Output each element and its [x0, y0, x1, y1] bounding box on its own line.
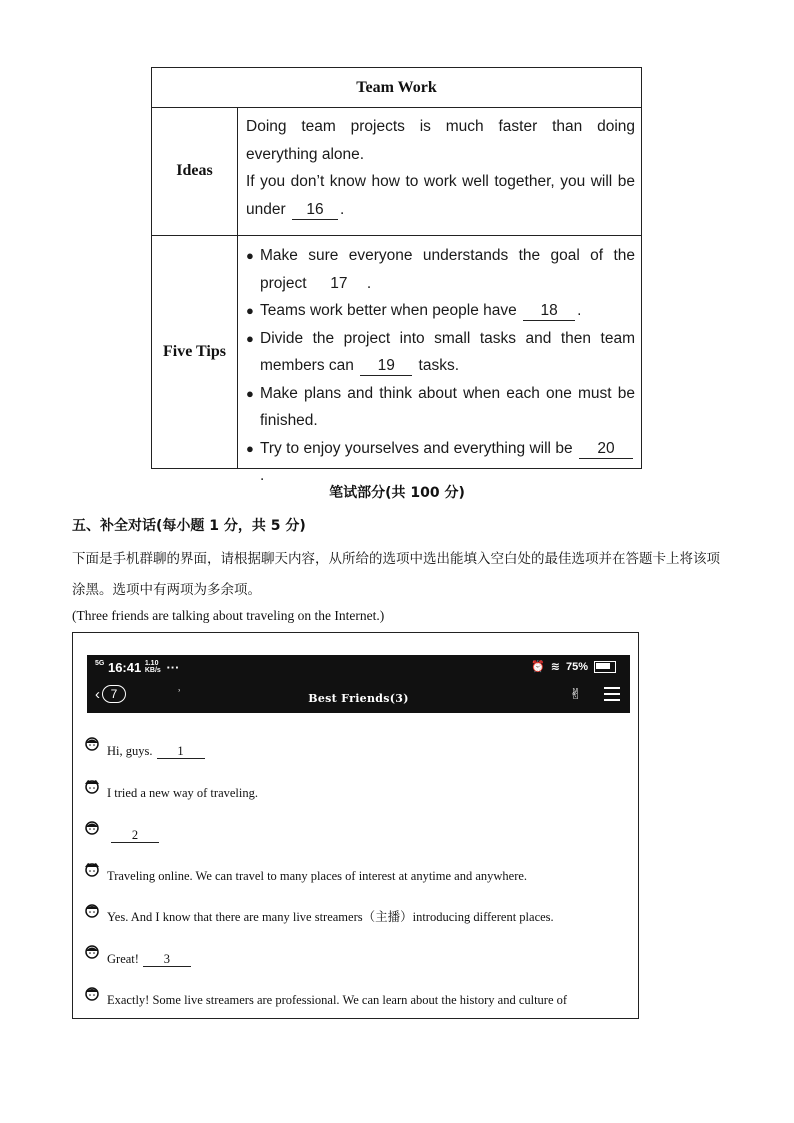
tip-1 — [246, 242, 635, 297]
tip-2 — [246, 297, 635, 325]
blank-2[interactable]: 2 — [111, 828, 159, 843]
ideas-text-2a: If you don’t know how to work well together, you will be under — [246, 173, 635, 218]
tips-content — [238, 236, 641, 484]
girl-avatar-icon — [83, 943, 101, 961]
tip-3-end: tasks. — [418, 357, 460, 374]
alarm-icon: ⏰ — [531, 661, 545, 673]
question-context: (Three friends are talking about traveling on the Internet.) — [72, 608, 385, 623]
bullet-icon: ● — [246, 440, 254, 456]
tip-2-text: Teams work better when people have — [260, 302, 517, 319]
status-right — [531, 660, 616, 673]
net-speed: 1.10 KB/s — [144, 660, 161, 674]
ideas-row — [152, 107, 641, 236]
tips-row — [152, 236, 641, 484]
boy-avatar-icon — [83, 984, 101, 1002]
section-title: 笔试部分(共 100 分) — [329, 485, 465, 501]
hand-gesture-icon[interactable]: ✌ — [569, 686, 582, 703]
chat-message — [83, 907, 554, 925]
tip-1-end: . — [366, 274, 372, 292]
blank-20[interactable]: 20 — [579, 440, 633, 459]
boy-avatar-icon — [83, 777, 101, 795]
boy-avatar-icon — [83, 860, 101, 878]
tip-1-text: Make sure everyone understands the goal of the project — [260, 247, 635, 292]
table-title: Team Work — [152, 68, 641, 108]
chat-message — [83, 990, 567, 1008]
blank-16[interactable]: 16 — [292, 201, 338, 220]
chat-message — [83, 783, 258, 801]
bullet-icon: ● — [246, 303, 254, 318]
message-text: I tried a new way of traveling. — [107, 786, 258, 800]
battery-icon — [594, 661, 616, 673]
message-text: Traveling online. We can travel to many places of interest at anytime and anywhere. — [107, 869, 528, 883]
ideas-text-2b: . — [339, 200, 345, 218]
question-heading: 五、补全对话(每小题 1 分，共 5 分) — [72, 518, 306, 534]
message-text: Hi, guys. — [107, 744, 153, 758]
chevron-left-icon: ‹ — [95, 685, 100, 703]
more-status: ··· — [166, 660, 180, 675]
bullet-icon: ● — [246, 330, 254, 346]
tip-4-text: Make plans and think about when each one must be finished. — [260, 384, 635, 429]
bullet-icon: ● — [246, 248, 254, 263]
chat-message — [83, 741, 205, 759]
girl-avatar-icon — [83, 735, 101, 753]
message-text: Great! — [107, 952, 139, 966]
menu-icon[interactable] — [604, 687, 620, 701]
question-instructions: 下面是手机群聊的界面，请根据聊天内容，从所给的选项中选出能填入空白处的最佳选项并在答题卡上将该项涂黑。选项中有两项为多余项。 — [72, 551, 720, 598]
blank-3[interactable]: 3 — [143, 952, 191, 967]
signal-icon: 5G — [95, 660, 105, 667]
wifi-icon: ≋ — [550, 661, 560, 673]
team-work-table — [151, 67, 642, 484]
message-text: Exactly! Some live streamers are professional. We can learn about the history and culture of — [107, 993, 568, 1007]
ideas-text-1: Doing team projects is much faster than doing everything alone. — [246, 118, 635, 163]
ideas-text-2 — [246, 168, 635, 223]
tips-label: Five Tips — [152, 236, 238, 468]
ear-icon[interactable]: ʾ — [177, 687, 182, 702]
tip-5-text: Try to enjoy yourselves and everything will be — [260, 439, 573, 457]
status-left — [95, 660, 179, 675]
blank-18[interactable]: 18 — [523, 302, 575, 321]
tip-2-end: . — [577, 302, 582, 319]
blank-1[interactable]: 1 — [157, 744, 205, 759]
phone-header — [87, 655, 630, 713]
blank-19[interactable]: 19 — [360, 357, 412, 376]
chat-screenshot — [72, 632, 639, 1019]
boy-avatar-icon — [83, 901, 101, 919]
chat-message — [83, 949, 191, 967]
unread-count: 7 — [102, 685, 126, 703]
tip-3 — [246, 325, 635, 380]
tip-5-end: . — [260, 467, 265, 484]
chat-message — [83, 825, 159, 843]
tip-4 — [246, 380, 635, 435]
bullet-icon: ● — [246, 385, 254, 401]
chat-message — [83, 866, 527, 884]
girl-avatar-icon — [83, 819, 101, 837]
status-time: 16:41 — [107, 660, 142, 675]
chat-title: Best Friends(3) — [308, 692, 409, 705]
blank-17[interactable]: 17 — [330, 274, 348, 292]
battery-percent: 75% — [565, 660, 588, 673]
ideas-content — [238, 107, 641, 235]
message-text: Yes. And I know that there are many live streamers（主播）introducing different places. — [107, 910, 554, 924]
ideas-label: Ideas — [152, 107, 238, 235]
tip-3-text: Divide the project into small tasks and then team members can — [260, 329, 635, 374]
